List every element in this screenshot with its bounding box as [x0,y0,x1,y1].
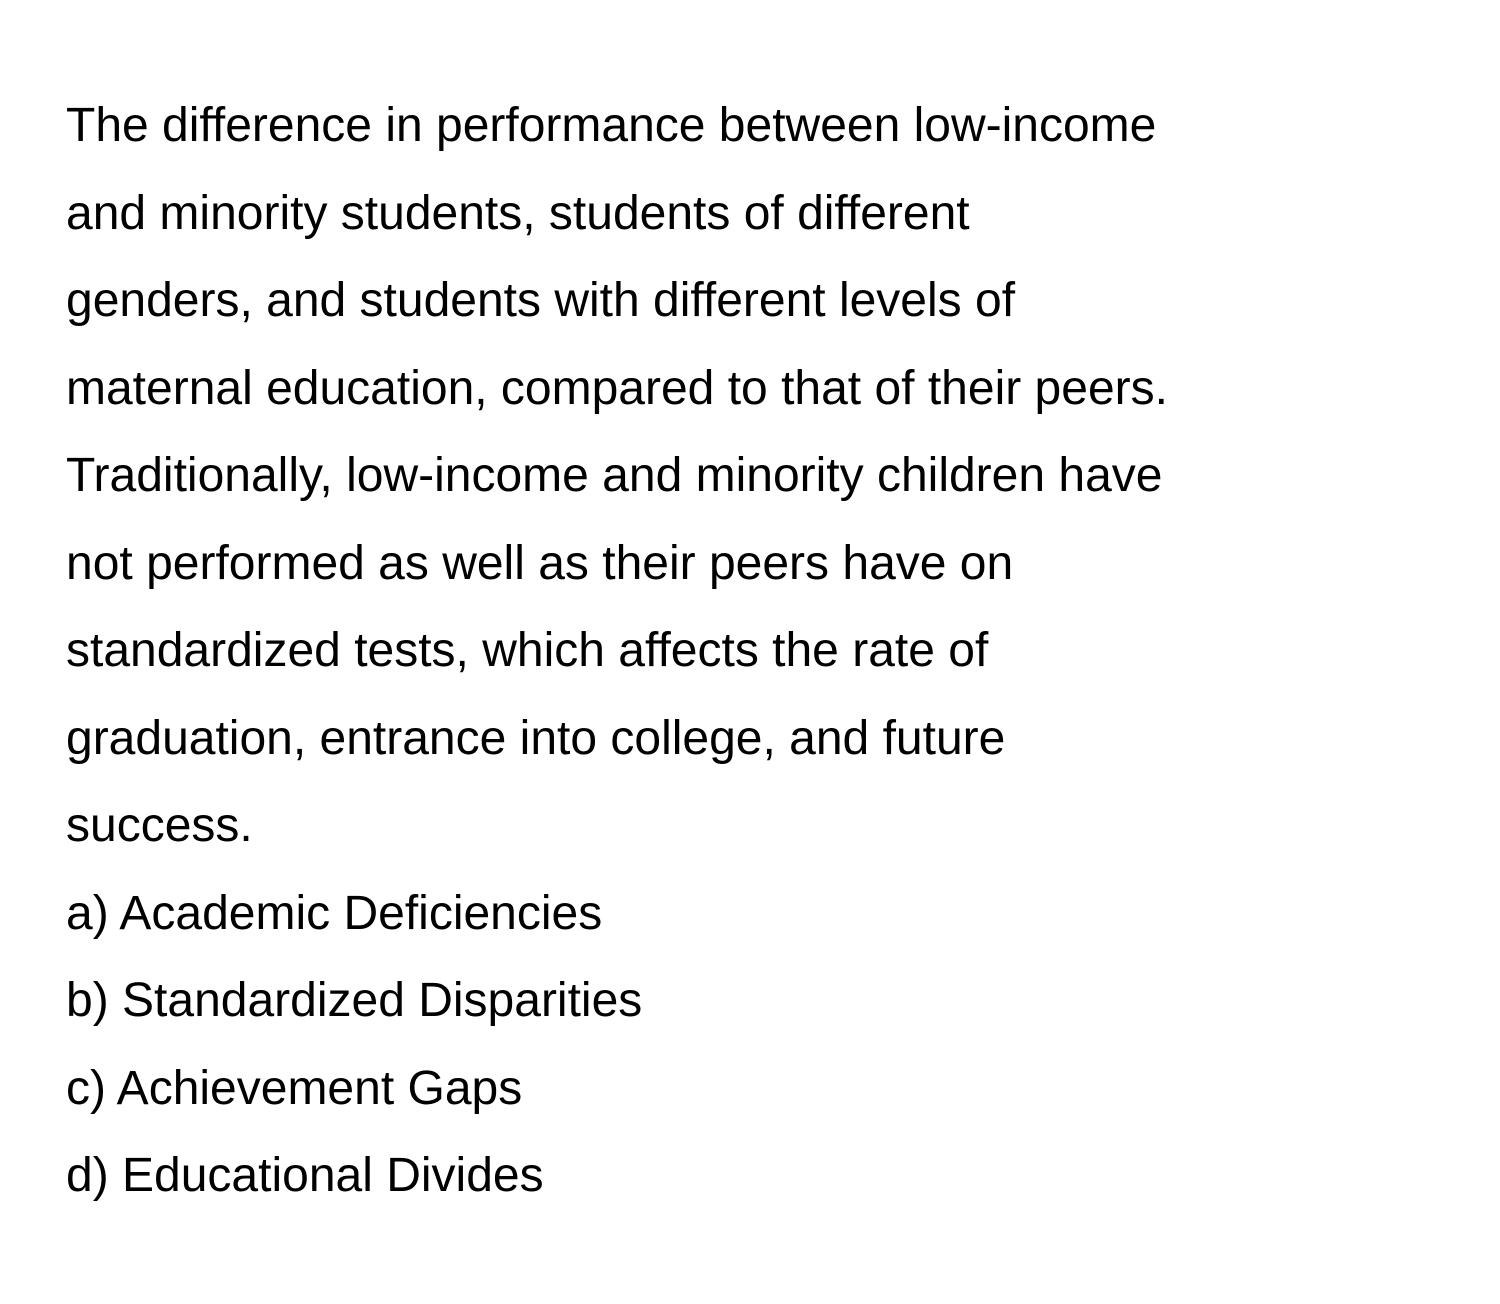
answer-options [66,870,1466,1220]
option-b[interactable]: b) Standardized Disparities [66,974,643,1027]
question-card [66,82,1466,1220]
question-line: The difference in performance between low-income [66,99,1157,152]
question-line: maternal education, compared to that of their peers. [66,361,1168,415]
option-c[interactable]: c) Achievement Gaps [66,1061,523,1115]
question-text [66,82,1466,870]
question-line: success. [66,799,253,852]
option-a[interactable]: a) Academic Deficiencies [66,886,603,940]
question-line: Traditionally, low-income and minority children have [66,449,1163,502]
question-line: genders, and students with different levels of [66,274,1016,327]
question-line: graduation, entrance into college, and future [66,711,1006,765]
question-line: standardized tests, which affects the rate of [66,624,989,677]
option-d[interactable]: d) Educational Divides [66,1149,544,1202]
question-line: not performed as well as their peers have on [66,536,1014,590]
question-line: and minority students, students of different [66,186,970,240]
